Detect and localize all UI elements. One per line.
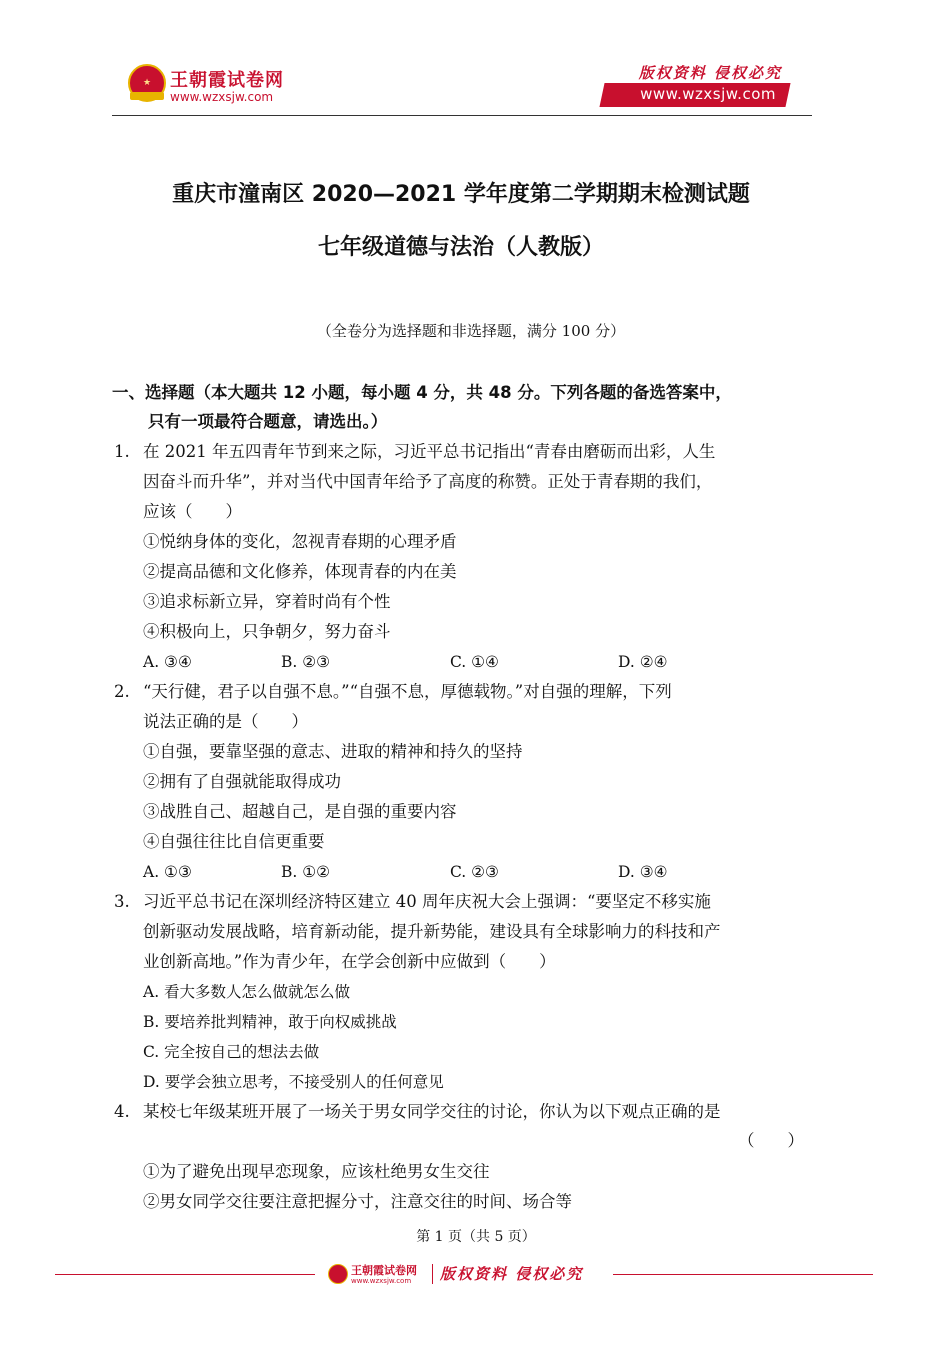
section-heading: 一、选择题（本大题共 12 小题，每小题 4 分，共 48 分。下列各题的备选答案中， [112,383,732,402]
statement-item: ③战胜自己、超越自己，是自强的重要内容 [143,802,457,821]
option-b[interactable]: B. 要培养批判精神，敢于向权威挑战 [143,1013,397,1031]
question-text: 业创新高地。”作为青少年，在学会创新中应做到（ ） [143,952,556,971]
copyright-block [588,60,788,110]
question-text: 创新驱动发展战略，培育新动能，提升新势能，建设具有全球影响力的科技和产 [143,922,721,941]
option-d[interactable]: D. 要学会独立思考，不接受别人的任何意见 [143,1073,444,1091]
option-b[interactable]: B. ②③ [281,653,331,671]
header-divider [112,115,812,116]
option-c[interactable]: C. ②③ [450,863,499,881]
statement-item: ②拥有了自强就能取得成功 [143,772,341,791]
footer-divider-left [55,1274,315,1275]
question-number: 2. [114,682,130,701]
exam-subtitle: 七年级道德与法治（人教版） [317,235,604,260]
site-logo [128,62,300,110]
question-text: “天行健，君子以自强不息。”“自强不息，厚德载物。”对自强的理解，下列 [143,682,672,701]
statement-item: ③追求标新立异，穿着时尚有个性 [143,592,391,611]
seal-icon [328,1264,348,1284]
page-number: 第 1 页（共 5 页） [416,1229,536,1245]
question-text: 因奋斗而升华”，并对当代中国青年给予了高度的称赞。正处于青春期的我们， [143,472,713,491]
seal-ribbon [130,92,164,100]
footer-copyright: 版权资料 侵权必究 [440,1265,584,1283]
footer-logo [328,1262,428,1288]
copyright-notice: 版权资料 侵权必究 [638,64,782,82]
statement-item: ②男女同学交往要注意把握分寸，注意交往的时间、场合等 [143,1192,572,1211]
option-d[interactable]: D. ②④ [618,653,668,671]
option-a[interactable]: A. ①③ [143,863,192,881]
option-a[interactable]: A. ③④ [143,653,192,671]
question-text: 应该（ ） [143,502,242,521]
banner-url: www.wzxsjw.com [640,85,776,103]
option-c[interactable]: C. ①④ [450,653,499,671]
statement-item: ④自强往往比自信更重要 [143,832,325,851]
question-text: 习近平总书记在深圳经济特区建立 40 周年庆祝大会上强调：“要坚定不移实施 [143,892,711,911]
answer-options [143,652,743,672]
statement-item: ④积极向上，只争朝夕，努力奋斗 [143,622,391,641]
footer-separator [432,1264,433,1284]
question-number: 3. [114,892,130,911]
footer-brand-url: www.wzxsjw.com [351,1277,412,1285]
seal-icon: ★ [128,64,166,102]
statement-item: ②提高品德和文化修养，体现青春的内在美 [143,562,457,581]
footer-divider-right [613,1274,873,1275]
question-number: 1. [114,442,130,461]
question-text: 在 2021 年五四青年节到来之际，习近平总书记指出“青春由磨砺而出彩，人生 [143,442,716,461]
exam-title: 重庆市潼南区 2020—2021 学年度第二学期期末检测试题 [172,182,750,207]
answer-options [143,862,743,882]
statement-item: ①悦纳身体的变化，忽视青春期的心理矛盾 [143,532,457,551]
brand-name: 王朝霞试卷网 [170,70,284,91]
footer-brand-name: 王朝霞试卷网 [351,1264,417,1277]
section-heading-cont: 只有一项最符合题意，请选出。） [148,412,388,431]
question-number: 4. [114,1102,130,1121]
option-a[interactable]: A. 看大多数人怎么做就怎么做 [143,983,351,1001]
option-c[interactable]: C. 完全按自己的想法去做 [143,1043,320,1061]
option-d[interactable]: D. ③④ [618,863,668,881]
statement-item: ①自强，要靠坚强的意志、进取的精神和持久的坚持 [143,742,523,761]
option-b[interactable]: B. ①② [281,863,331,881]
question-text: 说法正确的是（ ） [143,712,308,731]
exam-note: （全卷分为选择题和非选择题，满分 100 分） [316,322,626,340]
answer-blank: （ ） [738,1131,804,1150]
question-text: 某校七年级某班开展了一场关于男女同学交往的讨论，你认为以下观点正确的是 [143,1102,721,1121]
statement-item: ①为了避免出现早恋现象，应该杜绝男女生交往 [143,1162,490,1181]
brand-url: www.wzxsjw.com [170,90,274,104]
